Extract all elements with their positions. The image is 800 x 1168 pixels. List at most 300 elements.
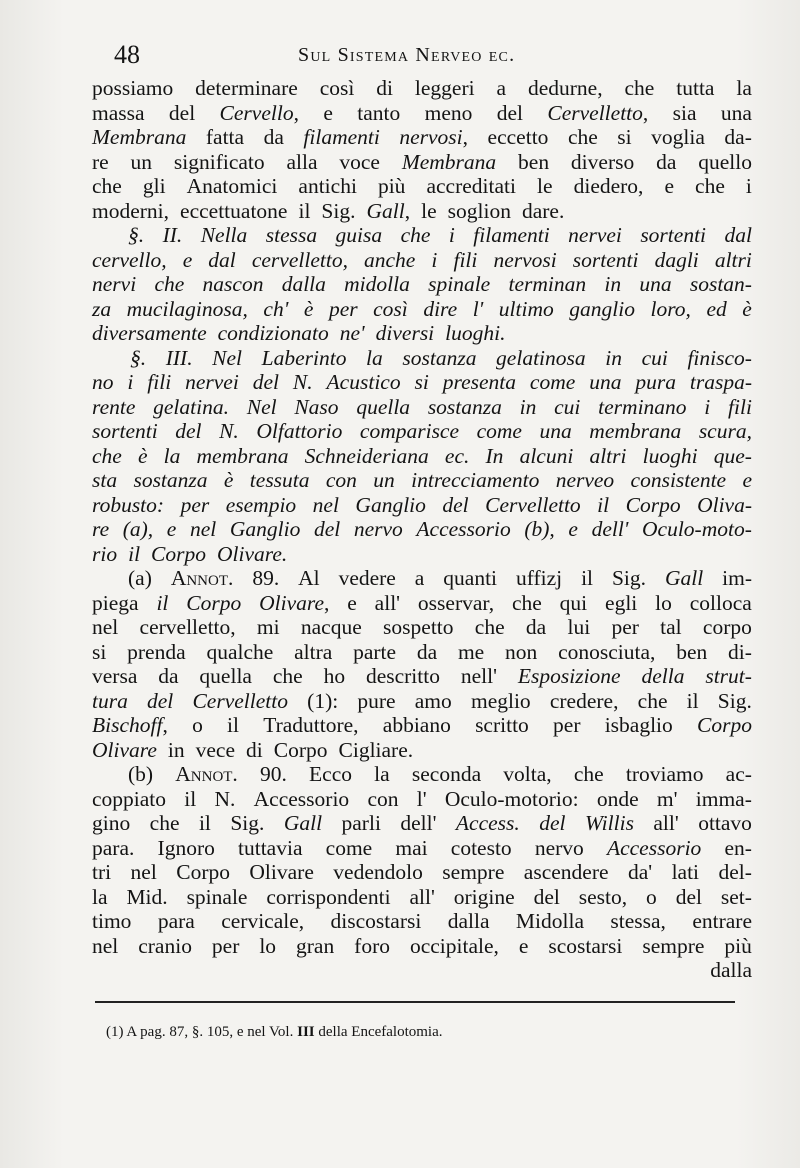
word: origine <box>453 884 515 909</box>
word: in <box>167 737 185 762</box>
word: occipitale, <box>409 933 499 958</box>
word: eccetto <box>487 125 549 149</box>
word: Corpo <box>273 737 328 762</box>
word: del <box>168 100 196 125</box>
word: che <box>637 688 668 713</box>
word: sostanza <box>133 468 208 492</box>
word: Ganglio <box>229 517 301 541</box>
word: lo <box>259 933 277 958</box>
text-line <box>92 125 752 150</box>
text-line <box>92 101 752 126</box>
word: che <box>272 664 303 688</box>
word: Cervelletto, <box>547 100 649 125</box>
word: del <box>496 100 524 125</box>
word: (1): <box>307 688 339 713</box>
word: onde <box>596 786 639 811</box>
word: antichi <box>298 174 357 198</box>
word: il <box>597 492 610 517</box>
word: qualche <box>206 639 274 664</box>
word: mucilaginosa, <box>126 296 248 321</box>
word: Accessorio <box>253 786 350 811</box>
word: i <box>431 247 438 272</box>
word: la <box>92 884 108 909</box>
word: Acustico <box>326 370 401 394</box>
word: all' <box>409 884 435 909</box>
word: Cervelletto <box>485 492 581 517</box>
word: N. <box>219 419 239 443</box>
word: il <box>227 713 239 737</box>
word: Anatomici <box>186 174 278 198</box>
page-header <box>92 40 752 72</box>
word: da <box>263 125 284 149</box>
word: altra <box>294 639 333 664</box>
word: egli <box>605 590 638 615</box>
word: le <box>421 198 437 223</box>
word: di- <box>728 639 752 664</box>
text-line <box>92 248 752 273</box>
word: ec. <box>444 443 470 468</box>
word: en- <box>724 835 752 860</box>
word: midolla <box>344 272 410 296</box>
word: Nel <box>246 394 277 419</box>
word: l' <box>472 296 484 321</box>
word: sostanza <box>427 394 502 419</box>
word: sortenti <box>92 419 158 443</box>
word: Membrana <box>92 125 187 149</box>
word: piega <box>92 590 139 615</box>
word: In <box>485 443 504 468</box>
word: Mid. <box>126 884 168 909</box>
word: Bischoff, <box>92 713 168 737</box>
text-line <box>92 615 752 640</box>
word: per <box>611 615 639 639</box>
word: della <box>641 664 685 688</box>
word: nell' <box>460 664 497 688</box>
word: i <box>127 370 134 394</box>
word: dalla <box>281 272 326 296</box>
word: la <box>366 345 383 370</box>
word: II. <box>162 223 183 247</box>
word: per <box>211 933 240 958</box>
word: za <box>92 296 112 321</box>
word: Nella <box>200 223 248 247</box>
word: meno <box>424 100 473 125</box>
word: alla <box>286 149 318 174</box>
word: ne' <box>339 321 365 345</box>
word: nerveo <box>555 468 615 492</box>
word: di <box>246 737 263 762</box>
word: nervosi, <box>399 125 469 149</box>
word: descritto <box>365 664 440 688</box>
word: che <box>695 174 725 198</box>
word: Midolla <box>515 909 584 933</box>
word: eccettuatone <box>180 198 288 223</box>
word: N. <box>292 370 313 394</box>
word: Gall <box>283 811 323 835</box>
word: come <box>529 370 576 394</box>
word: spinale <box>186 884 248 909</box>
text-line <box>92 787 752 812</box>
word: (b), <box>524 517 555 541</box>
word: Al <box>298 566 320 590</box>
word: da <box>525 615 547 639</box>
word: accreditati <box>426 174 516 198</box>
word: che <box>154 272 185 296</box>
word: cervicale, <box>221 909 305 933</box>
word: condizionato <box>217 321 329 345</box>
word: come <box>476 419 522 443</box>
word: osservar, <box>417 590 495 615</box>
word: cui <box>554 394 581 419</box>
word: dire <box>423 296 458 321</box>
word: Gall <box>664 566 704 590</box>
word: Accessorio <box>606 835 702 860</box>
word: significato <box>173 149 265 174</box>
text-line <box>92 199 752 224</box>
text-line <box>92 738 752 763</box>
word: me <box>457 639 485 664</box>
word: cervelletto, <box>139 615 236 639</box>
word: nervi <box>92 272 137 296</box>
word: del <box>675 884 702 909</box>
word: scritto <box>475 713 529 737</box>
word: gino <box>92 811 131 835</box>
word: nacque <box>300 615 362 639</box>
text-line <box>92 664 752 689</box>
word: comparisce <box>359 419 460 443</box>
word: che <box>474 615 505 639</box>
word: un <box>130 149 153 174</box>
word: alcuni <box>519 443 574 468</box>
word: sostanza <box>402 345 477 370</box>
word: nascon <box>202 272 264 296</box>
word: ch' <box>263 296 289 321</box>
word: Sig. <box>321 198 356 223</box>
word: dell' <box>400 811 437 835</box>
word: membrana <box>196 443 289 468</box>
word: para. <box>92 835 135 860</box>
word: diversamente <box>92 321 207 345</box>
text-line <box>92 297 752 322</box>
text-line <box>92 346 752 371</box>
word: la <box>374 762 390 786</box>
word: Cervello, <box>219 100 299 125</box>
word: mai <box>395 835 428 860</box>
word: Corpo <box>176 860 230 884</box>
word: Naso <box>294 394 339 419</box>
word: timo <box>92 909 132 933</box>
word: dedurne, <box>527 76 603 100</box>
word: Corpo <box>186 590 242 615</box>
word: il <box>198 811 211 835</box>
word: troviamo <box>625 762 704 786</box>
word: guisa <box>335 223 383 247</box>
word: discostarsi <box>330 909 422 933</box>
text-line <box>92 811 752 836</box>
word: qui <box>559 590 588 615</box>
word: Esposizione <box>517 664 621 688</box>
word: più <box>724 933 752 958</box>
word: e <box>742 468 752 492</box>
word: nel <box>189 517 217 541</box>
word: membrana <box>589 419 682 443</box>
word: si <box>414 370 429 394</box>
word: set- <box>720 884 752 909</box>
word: da <box>158 664 179 688</box>
word: Ecco <box>309 762 352 786</box>
word: a <box>496 76 507 100</box>
word: (a) <box>128 566 152 590</box>
word: ho <box>323 664 346 688</box>
text-line <box>92 909 752 934</box>
word: e <box>166 517 177 541</box>
word: corpo <box>702 615 752 639</box>
word: il <box>128 541 141 566</box>
word: come <box>325 835 373 860</box>
word: sesto, <box>578 884 628 909</box>
text-line <box>92 321 752 346</box>
text-line <box>92 493 752 518</box>
word: credere, <box>549 688 619 713</box>
word: sostan- <box>689 272 752 296</box>
word: gelatinosa <box>496 345 586 370</box>
text-line <box>92 370 752 395</box>
word: cotesto <box>450 835 512 860</box>
word: mi <box>256 615 280 639</box>
word: fili <box>453 247 478 272</box>
word: dal <box>724 223 752 247</box>
word: Annot. <box>170 566 234 590</box>
word: fili <box>147 370 172 394</box>
word: abbiano <box>382 713 451 737</box>
word: nel <box>312 492 339 517</box>
text-line <box>92 444 752 469</box>
word: leggeri <box>414 76 475 100</box>
word: e <box>323 100 333 125</box>
word: fili <box>728 394 752 419</box>
word: nel <box>130 860 157 884</box>
word: fatta <box>205 125 245 149</box>
word: così <box>373 296 408 321</box>
word: Olivare <box>249 860 314 884</box>
word: un <box>373 468 395 492</box>
word: stessa <box>265 223 318 247</box>
word: Olivare <box>92 737 157 762</box>
word: altri <box>589 443 627 468</box>
word: Sig. <box>230 811 265 835</box>
word: scostarsi <box>548 933 623 958</box>
word: re <box>92 149 109 174</box>
word: moderni, <box>92 198 170 223</box>
word: tessuta <box>249 468 310 492</box>
text-line <box>92 419 752 444</box>
word: che <box>92 443 122 468</box>
word: lati <box>671 860 700 884</box>
word: dagli <box>654 247 699 272</box>
word: cervelletto, <box>251 247 348 272</box>
word: cervello, <box>92 247 167 272</box>
word: è <box>742 296 752 321</box>
word: o <box>646 884 657 909</box>
word: Sig. <box>611 566 647 590</box>
word: cui <box>641 345 668 370</box>
word: anche <box>364 247 416 272</box>
word: del <box>313 517 341 541</box>
text-line <box>92 395 752 420</box>
text-line <box>92 591 752 616</box>
text-line <box>92 958 752 983</box>
word: all' <box>374 590 401 615</box>
word: que- <box>713 443 752 468</box>
word: del- <box>718 860 752 884</box>
word: del <box>252 370 280 394</box>
word: gran <box>296 933 335 958</box>
word: dell' <box>591 517 629 541</box>
word: Oculo-moto- <box>642 517 752 541</box>
word: che <box>573 762 604 786</box>
word: i <box>448 223 455 247</box>
word: dal <box>208 247 236 272</box>
word: cranio <box>138 933 192 958</box>
text-line <box>92 76 752 101</box>
word: nel <box>92 615 119 639</box>
word: Traduttore, <box>263 713 359 737</box>
word: quella <box>199 664 252 688</box>
word: tuttavia <box>238 835 303 860</box>
word: voglia <box>651 125 705 149</box>
word: meglio <box>470 688 531 713</box>
word: del <box>442 492 469 517</box>
text-line <box>92 223 752 248</box>
word: Annot. <box>175 762 238 786</box>
word: entrare <box>692 909 752 933</box>
word: del <box>539 811 566 835</box>
word: soglion <box>447 198 511 223</box>
word: consistente <box>630 468 727 492</box>
word: robusto: <box>92 492 165 517</box>
word: volta, <box>503 762 552 786</box>
word: l' <box>416 786 427 811</box>
footnote: (1) A pag. 87, §. 105, e nel Vol. III della Encefalotomia. <box>106 1024 443 1040</box>
word: tura <box>92 688 128 713</box>
word: e <box>518 933 529 958</box>
word: e <box>568 517 578 541</box>
word: Oliva- <box>697 492 752 517</box>
word: luoghi. <box>445 321 506 345</box>
word: coppiato <box>92 786 167 811</box>
word: una <box>589 370 622 394</box>
word: del <box>533 884 560 909</box>
word: quanti <box>443 566 498 590</box>
word: im- <box>722 566 752 590</box>
word: in <box>604 272 622 296</box>
word: all' <box>653 811 679 835</box>
word: i <box>745 174 752 198</box>
footnote-rule <box>95 1001 735 1003</box>
word: Accessorio <box>416 517 511 541</box>
word: determinare <box>195 76 298 100</box>
word: prenda <box>127 639 186 664</box>
word: parli <box>341 811 381 835</box>
word: si <box>92 639 107 664</box>
word: sospetto <box>383 615 454 639</box>
word: il <box>156 590 169 615</box>
word: ben <box>676 639 708 664</box>
word: colloca <box>689 590 752 615</box>
word: diversi <box>375 321 435 345</box>
word: pure <box>357 688 396 713</box>
word: sortenti <box>572 247 639 272</box>
word: 90. <box>259 762 287 786</box>
word: da' <box>627 860 653 884</box>
word: gelatina. <box>153 394 229 419</box>
text-line <box>92 860 752 885</box>
word: conosciuta, <box>558 639 656 664</box>
word: Olfattorio <box>256 419 343 443</box>
word: più <box>377 174 406 198</box>
word: sempre <box>642 933 705 958</box>
text-line <box>92 713 752 738</box>
word: Corpo <box>697 713 752 737</box>
word: tal <box>660 615 682 639</box>
word: no <box>92 370 114 394</box>
word: massa <box>92 100 145 125</box>
word: così <box>319 76 355 100</box>
word: tanto <box>357 100 401 125</box>
word: III. <box>165 345 193 370</box>
word: §. <box>130 345 147 370</box>
word: Nel <box>212 345 243 370</box>
word: la <box>736 76 752 100</box>
word: (a), <box>122 517 154 541</box>
text-line <box>92 689 752 714</box>
word: tutta <box>676 76 715 100</box>
text-line <box>92 272 752 297</box>
text-line <box>92 885 752 910</box>
word: ottavo <box>698 811 752 835</box>
word: Access. <box>455 811 520 835</box>
text-line <box>92 566 752 591</box>
text-line <box>92 150 752 175</box>
word: diverso <box>570 149 635 174</box>
word: dare. <box>521 198 565 223</box>
word: nervosi <box>493 247 557 272</box>
word: il <box>298 198 311 223</box>
word: vedere <box>338 566 396 590</box>
word: nervei <box>185 370 239 394</box>
word: che <box>92 174 122 198</box>
word: altri <box>714 247 752 272</box>
word: re <box>92 517 110 541</box>
word: il <box>686 688 699 713</box>
word: che <box>511 590 542 615</box>
word: gli <box>142 174 166 198</box>
word: ben <box>518 149 550 174</box>
word: uffizj <box>515 566 563 590</box>
word: Willis <box>584 811 634 835</box>
word: versa <box>92 664 138 688</box>
word: i <box>704 394 711 419</box>
word: Corpo <box>625 492 681 517</box>
running-title: Sul Sistema Nerveo ec. <box>298 44 516 66</box>
word: Ignoro <box>157 835 215 860</box>
word: strut- <box>705 664 752 688</box>
word: Laberinto <box>261 345 347 370</box>
word: (b) <box>128 762 154 786</box>
page-number: 48 <box>114 40 140 69</box>
word: dalla <box>710 958 752 982</box>
word: voce <box>339 149 380 174</box>
